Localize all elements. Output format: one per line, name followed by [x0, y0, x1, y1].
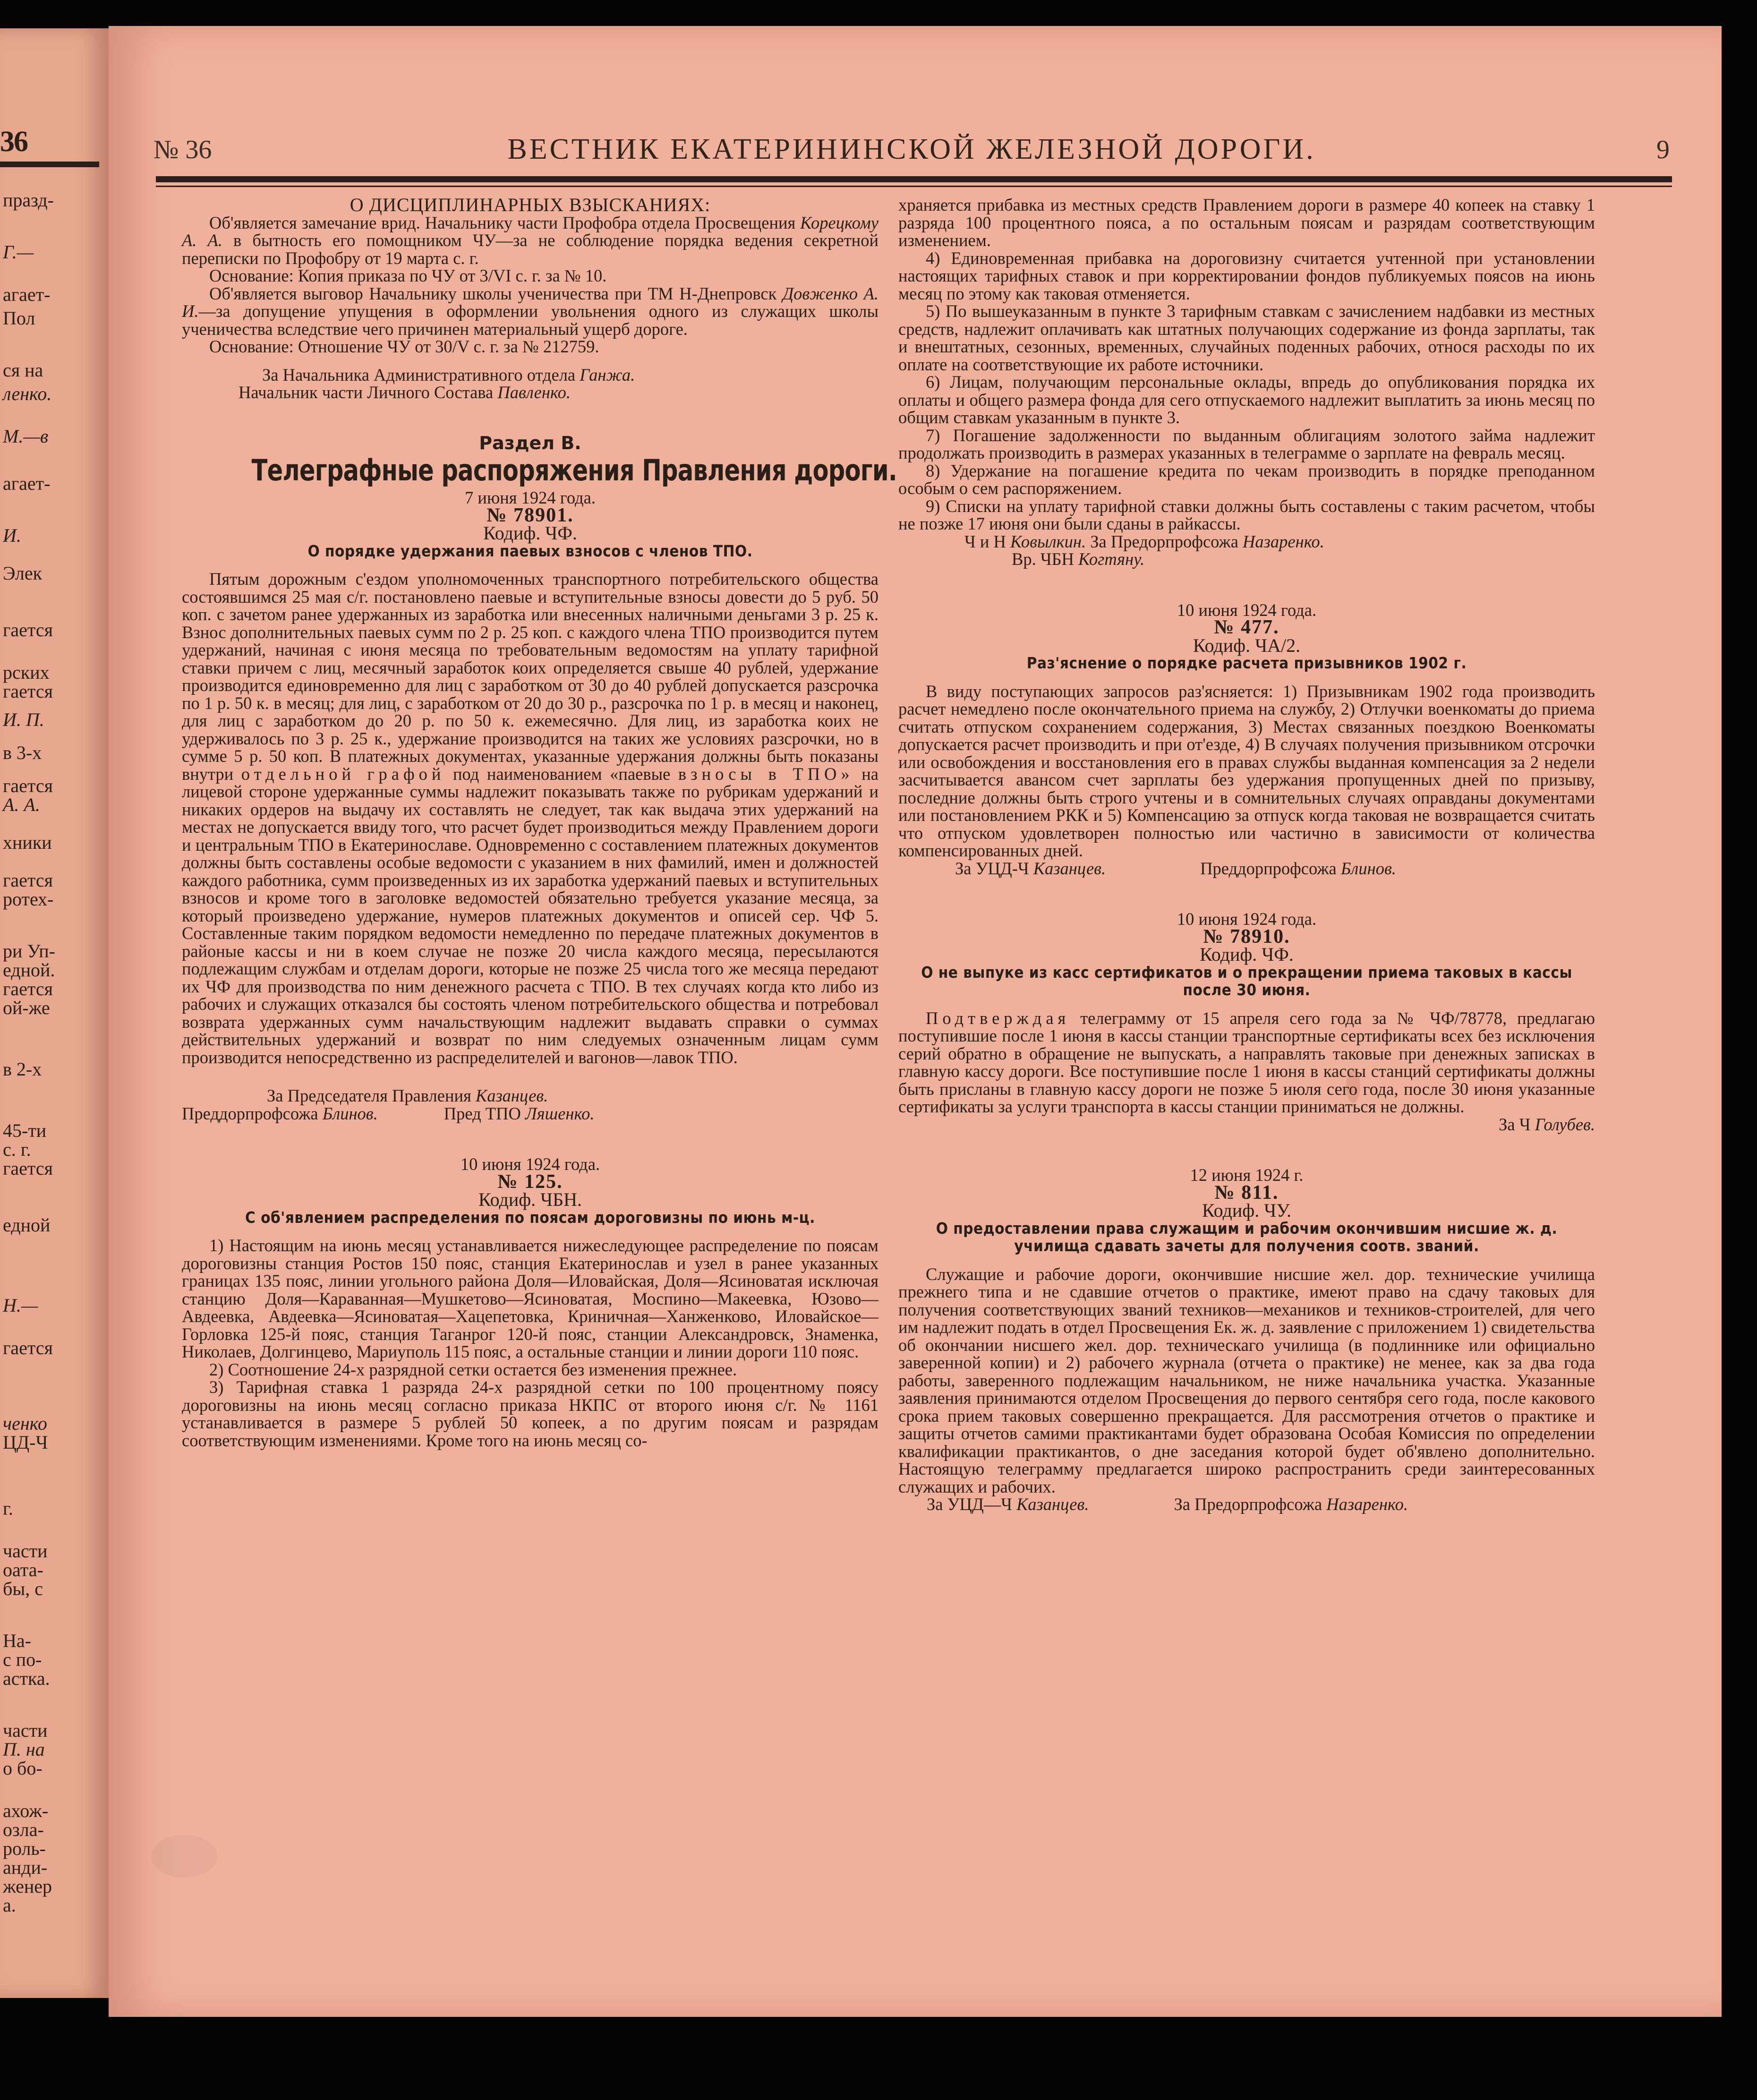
order-point: 1) Настоящим на июнь месяц устанавливается нижеследующее распределение по поясам дороговизны станция Ростов 150 пояс, станция Екатеринослав и узел в ранее указанных границах 135 пояс, линии угольного района Доля—Иловайская, Доля—Ясиноватая исключая станцию Доля—Караванная—Мушкетово—Ясиноватая, Моспино—Макеевка, Юзово—Авдеевка, Авдеевка—Ясиноватая—Хацепетовка, Криничная—Ханженково, Иловайское—Горловка 125-й пояс, станция Таганрог 120-й пояс, станции Александровск, Знаменка, Николаев, Долгинцево, Мариуполь 115 пояс, а остальные станции и линии дороги 110 пояс.: [182, 1236, 878, 1361]
order-subject: О не выпуке из касс сертификатов и о прекращении приема таковых в кассы после 30 июня.: [921, 963, 1572, 999]
previous-page-fragment: агает-: [3, 284, 51, 305]
order-date: 10 июня 1924 года.: [1177, 600, 1317, 620]
order-number: № 78901.: [486, 504, 574, 526]
order-date: 7 июня 1924 года.: [465, 488, 596, 507]
order-point: храняется прибавка из местных средств Правлением дороги в размере 40 копеек на ставку 1 разряда 100 процентного пояса, а по остальным поясам и разрядам соответствующим изменением.: [898, 195, 1595, 250]
previous-page-fragment: празд-: [3, 189, 54, 211]
previous-page-fragment: ой-же: [3, 997, 50, 1018]
previous-page-fragment: оата-: [3, 1559, 43, 1580]
discipline-signature: За Начальника Административного отдела Ганжа.: [262, 365, 635, 384]
previous-page-fragment: в 3-х: [3, 742, 42, 763]
previous-page-fragment: части: [3, 1720, 48, 1741]
page-number: 9: [1656, 135, 1670, 164]
header-rule: [156, 176, 1672, 182]
previous-page-fragment: роль-: [3, 1838, 46, 1859]
previous-page-fragment: гается: [3, 619, 53, 640]
order-codification: Кодиф. ЧБН.: [478, 1189, 582, 1210]
previous-page-fragment: агает-: [3, 473, 51, 494]
previous-page-fragment: гается: [3, 1158, 53, 1179]
order-signature: За УЦД—Ч Казанцев. За Предорпрофсожа Назаренко.: [927, 1494, 1408, 1514]
paper-stain: [151, 1835, 217, 1878]
previous-page-fragment: гается: [3, 978, 53, 999]
order-point: 4) Единовременная прибавка на дороговизну считается учтенной при установлении настоящих тарифных ставок и при корректировании фондов публикуемых поясов на июнь месяц по этому как таковая отменяется.: [898, 248, 1595, 303]
previous-page-rule: [0, 162, 99, 167]
previous-page-edge: [0, 28, 109, 1998]
order-number: № 125.: [497, 1170, 563, 1193]
previous-page-number: 36: [0, 126, 27, 158]
previous-page-fragment: едной.: [3, 959, 55, 981]
previous-page-fragment: П. на: [3, 1739, 45, 1760]
previous-page-fragment: с по-: [3, 1649, 42, 1670]
order-point: 9) Списки на уплату тарифной ставки должны быть составлены с таким расчетом, чтобы не позже 17 июня они были сданы в райкассы.: [898, 496, 1595, 533]
discipline-basis: Основание: Копия приказа по ЧУ от 3/VI с. г. за № 10.: [209, 266, 607, 285]
order-body: Подтверждая телеграмму от 15 апреля сего года за № ЧФ/78778, предлагаю поступившие после 1 июня в кассы станции транспортные сертификаты всех без исключения серий обратно в обращение не выпускать, а направлять таковые при денежных записках в главную кассу дороги. Все поступившие после 1 июня в кассы станций сертификаты должны быть присланы в главную кассу дороги не позже 5 июля сего года, после 30 июня указанные сертификаты за услуги транспорта в кассы станции приниматься не должны.: [898, 1008, 1595, 1116]
newspaper-page: [109, 26, 1722, 2017]
section-label: Раздел В.: [479, 432, 581, 453]
previous-page-fragment: гается: [3, 870, 53, 891]
order-signature: Преддорпрофсожа Блинов. Пред ТПО Ляшенко.: [182, 1103, 595, 1123]
order-point: 6) Лицам, получающим персональные оклады, впредь до опубликования порядка их оплаты и общего размера фонда для сего отпускаемого надлежит выплатить за июнь месяц по общим ставкам указанным в пункте 3.: [898, 372, 1595, 427]
previous-page-fragment: бы, с: [3, 1578, 43, 1599]
order-subject: О порядке удержания паевых взносов с членов ТПО.: [307, 541, 753, 560]
previous-page-fragment: озла-: [3, 1819, 44, 1840]
previous-page-fragment: И. П.: [3, 709, 44, 730]
section-title-wrap: [182, 452, 897, 489]
newspaper-title: ВЕСТНИК ЕКАТЕРИНИНСКОЙ ЖЕЛЕЗНОЙ ДОРОГИ.: [507, 133, 1316, 165]
order-body: В виду поступающих запросов раз'ясняется: 1) Призывникам 1902 года производить расчет немедлено после окончательного приема на службу, 2) Отлучки военкоматы до приема считать отпуском сохранением содержания, 3) Местах связанных поездкою Военкоматы допускается расчет производить и при от'езде, 4) В случаях получения призывником отсрочки или освобождения и восстановления его в правах службы выданная компенсация за 2 недели засчитывается авансом счет зарплаты без удержания пропущенных дней по призыву, последние должны быть строго учтены и в сомнительных случаях оправданы документами или постановлением РКК и 5) Компенсацию за отпуск когда таковая не возвращается считать что отпуском удовлетворен полностью или частично в зависимости от количества компенсированных дней.: [898, 681, 1595, 860]
previous-page-fragment: хники: [3, 832, 52, 853]
order-number: № 477.: [1214, 616, 1279, 638]
order-subject: О предоставлении права служащим и рабочим окончившим нисшие ж. д. училища сдавать зачеты для получения соотв. званий.: [936, 1219, 1558, 1255]
order-signature: Ч и Н Ковылкин. За Предорпрофсожа Назаренко.: [964, 531, 1324, 551]
previous-page-fragment: едной: [3, 1214, 51, 1236]
issue-number: № 36: [154, 135, 212, 164]
order-codification: Кодиф. ЧУ.: [1202, 1200, 1291, 1221]
previous-page-fragment: ри Уп-: [3, 940, 55, 962]
previous-page-fragment: гается: [3, 681, 53, 702]
previous-page-fragment: о бо-: [3, 1758, 43, 1779]
section-title: Телеграфные распоряжения Правления дороги.: [251, 453, 897, 487]
order-signature: Вр. ЧБН Когтяну.: [1012, 549, 1145, 569]
order-point: 5) По вышеуказанным в пункте 3 тарифным ставкам с зачислением надбавки из местных средств, надлежит оплачивать как штатных получающих содержание из фонда зарплаты, так и внештатных, сезонных, временных, случайных поденных рабочих, относя расходы по их оплате на соответствующие их работе источники.: [898, 301, 1595, 374]
left-column: [182, 194, 897, 1450]
previous-page-fragment: астка.: [3, 1668, 50, 1689]
order-codification: Кодиф. ЧА/2.: [1193, 634, 1301, 656]
previous-page-fragment: ахож-: [3, 1800, 49, 1821]
previous-page-fragment: ленко.: [3, 383, 52, 404]
previous-page-fragment: Г.—: [3, 241, 34, 263]
discipline-paragraph: Об'является замечание врид. Начальнику части Профобра отдела Просвещения Корецкому А. А. в бытность его помощником ЧУ—за не соблюдение порядка ведения секретной переписки по Профобру от 19 марта с. г.: [182, 213, 878, 268]
previous-page-fragment: части: [3, 1540, 48, 1562]
order-point: 2) Соотношение 24-х разрядной сетки остается без изменения прежнее.: [209, 1359, 737, 1379]
previous-page-fragment: анди-: [3, 1857, 48, 1878]
order-date: 10 июня 1924 года.: [1177, 909, 1317, 929]
previous-page-fragment: женер: [3, 1876, 52, 1897]
discipline-paragraph: Об'является выговор Начальнику школы ученичества при ТМ Н-Днепровск Довженко А. И.—за допущение упущения в оформлении увольнения одного из служащих школы ученичества вследствие чего причинен материальный ущерб дороге.: [182, 283, 878, 339]
discipline-basis: Основание: Отношение ЧУ от 30/V с. г. за № 212759.: [209, 337, 599, 356]
order-date: 12 июня 1924 г.: [1190, 1165, 1304, 1185]
previous-page-fragment: На-: [3, 1630, 31, 1651]
previous-page-fragment: 45-ти: [3, 1120, 47, 1141]
previous-page-fragment: ся на: [3, 359, 43, 381]
previous-page-fragment: Н.—: [3, 1295, 38, 1316]
order-number: № 78910.: [1203, 925, 1290, 948]
order-date: 10 июня 1924 года.: [460, 1154, 600, 1174]
previous-page-fragment: с. г.: [3, 1139, 31, 1160]
previous-page-fragment: гается: [3, 775, 53, 796]
order-codification: Кодиф. ЧФ.: [1200, 944, 1294, 965]
previous-page-fragment: гается: [3, 1337, 53, 1358]
previous-page-fragment: М.—в: [3, 426, 49, 447]
order-body: Пятым дорожным с'ездом уполномоченных транспортного потребительского общества состоявшимся 25 мая с/г. постановлено паевые и вступительные взносы довести до 5 руб. 50 коп. с зачетом ранее удержанных из заработка или внесенных наличными деньгами 3 р. 25 к. Взнос дополнительных паевых сумм по 2 р. 25 коп. с каждого члена ТПО производится путем удержаний, начиная с июня месяца по требовательным ведомостям на уплату тарифной ставки причем с лиц, месячный заработок коих определяется свыше 40 рублей, удержание производится единовременно для лиц с заработком от 30 до 40 рублей допускается разсрочка по 1 р. 50 к. в месяц; для лиц, с заработком от 20 до 30 р., разсрочка по 1 р. в месяц и наконец, для лиц с заработком до 20 р. по 50 к. ежемесячно. Для лиц, из заработка коих не удерживалось по 3 р. 25 к., удержание производится на таких же условиях разсрочки, но в сумме 5 р. 50 коп. В платежных документах, указанные удержания должны быть показаны внутри отдельной графой под наименованием «паевые взносы в ТПО» на лицевой стороне удержанные суммы надлежит показывать также по рубрикам удержаний и никаких ордеров на выдачу их составлять не следует, так как выдача этих удержаний на местах не допускается ввиду того, что расчет будет производиться между Правлением дороги и центральным ТПО в Екатеринославе. Одновременно с составлением платежных документов должны быть составлены особые ведомости с указанием в них фамилий, имен и должностей каждого работника, сумм произведенных из их заработка удержаний паевых и вступительных взносов и кроме того в заголовке ведомостей обязательно требуется указание месяца, за который произведено удержание, нумеров платежных документов и описей сер. ЧФ 5. Составленные таким порядком ведомости немедленно по передаче платежных документов в районые кассы и ни в коем случае не позже 20 числа каждого месяца, пересылаются подлежащим службам и отделам дороги, которые не позже 25 числа того же месяца передают их ЧФ для производства по ним денежного расчета с ТПО. В тех случаях когда кто либо из рабочих и служащих отказался бы состоять членом потребительского общества и потребовал возврата удержанных сумм начальствующим надлежит выдавать справки о суммах действительных удержаний и возврат по ним следуемых означенным лицам сумм производится непосредственно из распределителей и вагонов—лавок ТПО.: [182, 569, 878, 1067]
order-number: № 811.: [1214, 1181, 1279, 1204]
order-codification: Кодиф. ЧФ.: [483, 522, 577, 544]
order-signature: За Председателя Правления Казанцев.: [267, 1086, 548, 1105]
order-subject: С об'явлением распределения по поясам дороговизны по июнь м-ц.: [245, 1208, 815, 1227]
order-signature: За Ч Голубев.: [1499, 1114, 1595, 1134]
order-subject: Раз'яснение о порядке расчета призывников 1902 г.: [1026, 654, 1467, 672]
previous-page-fragment: ротех-: [3, 888, 54, 910]
order-point: 7) Погашение задолженности по выданным облигациям золотого займа надлежит продолжать производить в размерах указанных в телеграмме о зарплате на февраль месяц.: [898, 425, 1595, 462]
previous-page-fragment: ЦД-Ч: [3, 1432, 48, 1453]
order-point: 3) Тарифная ставка 1 разряда 24-х разрядной сетки по 100 процентному поясу дороговизны на июнь месяц согласно приказа НКПС от второго июня с/г. № 1161 устанавливается в размере 5 рублей 50 копеек, а по другим поясам и разрядам соответствующим изменениями. Кроме того на июнь месяц со-: [182, 1377, 878, 1450]
order-signature: За УЦД-Ч Казанцев. Преддорпрофсожа Блинов.: [955, 858, 1396, 878]
previous-page-fragment: в 2-х: [3, 1059, 42, 1080]
order-body: Служащие и рабочие дороги, окончившие нисшие жел. дор. технические училища прежнего типа и не сдавшие отчетов о практике, имеют право на сдачу таковых для получения соответствующих званий техников—механиков и техников-строителей, для чего им надлежит подать в отдел Просвещения Ек. ж. д. заявление с приложением 1) свидетельства об окончании нисшего жел. дор. техническаго училища (в подлиннике или официально заверенной копии) и 2) рабочего журнала (отчета о практике) не менее, как за два года работы, заверенного подлежащим начальником, не ниже начальника участка. Указанные заявления принимаются отделом Просвещения до первого сентября сего года, после какового срока прием таковых совершенно прекращается. Для рассмотрения отчетов о практике и защиты отчетов самими практикантами будет образована Особая Комиссия по определении квалификации практикантов, о дне заседания которой будет об'явлено дополнительно. Настоящую телеграмму предлагается широко распространить среди заинтересованных служащих и рабочих.: [898, 1264, 1595, 1496]
order-point: 8) Удержание на погашение кредита по чекам производить в порядке преподанном особым о сем распоряжением.: [898, 461, 1595, 498]
previous-page-fragment: Элек: [3, 563, 43, 584]
header-rule-thin: [156, 186, 1672, 187]
discipline-signature: Начальник части Личного Состава Павленко.: [239, 383, 571, 402]
previous-page-fragment: А. А.: [3, 794, 40, 815]
previous-page-fragment: Пол: [3, 307, 35, 329]
previous-page-fragment: ченко: [3, 1413, 47, 1434]
previous-page-fragment: И.: [3, 525, 21, 546]
previous-page-fragment: г.: [3, 1498, 13, 1519]
previous-page-fragment: а.: [3, 1895, 16, 1916]
discipline-title: О ДИСЦИПЛИНАРНЫХ ВЗЫСКАНИЯХ:: [350, 194, 711, 215]
right-column: [898, 196, 1595, 1513]
previous-page-fragment: рских: [3, 662, 50, 683]
